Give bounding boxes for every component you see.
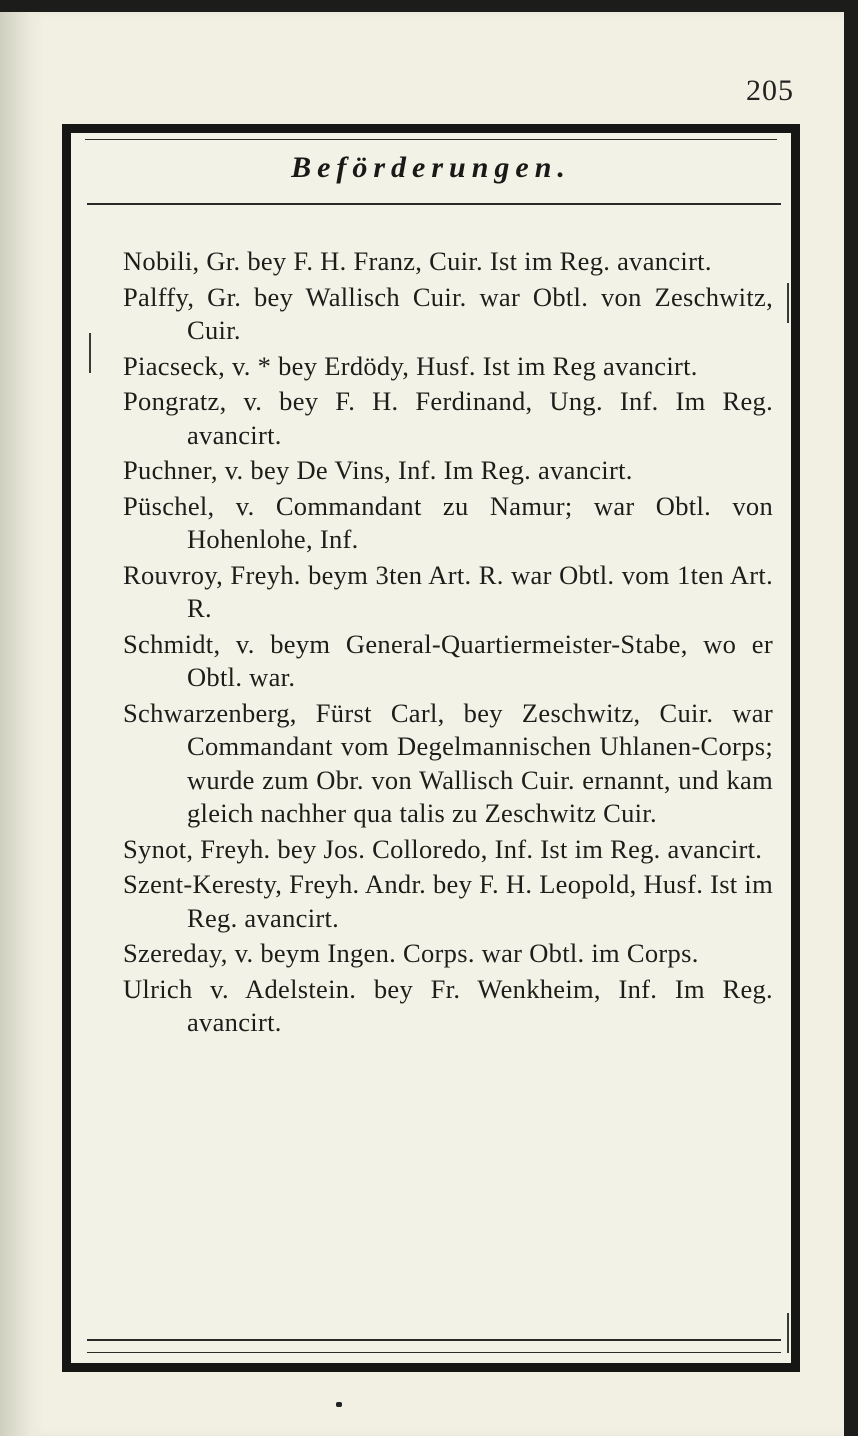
promotions-list [123, 245, 773, 1042]
list-item: Rouvroy, Freyh. beym 3ten Art. R. war Obtl. vom 1ten Art. R. [123, 559, 773, 623]
ink-speck [336, 1402, 342, 1407]
list-item: Puchner, v. bey De Vins, Inf. Im Reg. avancirt. [123, 455, 633, 485]
list-item: Szereday, v. beym Ingen. Corps. war Obtl. im Corps. [123, 938, 699, 968]
heading-rule [87, 203, 781, 205]
section-heading: Beförderungen. [291, 151, 571, 184]
list-item: Synot, Freyh. bey Jos. Colloredo, Inf. Ist im Reg. avancirt. [123, 833, 763, 864]
page-number: 205 [746, 74, 794, 107]
list-item: Pongratz, v. bey F. H. Ferdinand, Ung. Inf. Im Reg. avancirt. [123, 386, 773, 450]
left-margin-mark [89, 333, 91, 373]
list-item: Ulrich v. Adelstein. bey Fr. Wenkheim, Inf. Im Reg. avancirt. [123, 973, 773, 1037]
list-item: Szent-Keresty, Freyh. Andr. bey F. H. Leopold, Husf. Ist im Reg. avancirt. [123, 869, 773, 933]
list-item: Nobili, Gr. bey F. H. Franz, Cuir. Ist im Reg. avancirt. [123, 246, 712, 276]
book-page [0, 12, 844, 1436]
right-margin-mark [787, 283, 789, 323]
right-margin-mark [787, 1313, 789, 1353]
bordered-frame [62, 124, 800, 1372]
list-item: Piacseck, v. * bey Erdödy, Husf. Ist im Reg avancirt. [123, 350, 698, 381]
list-item: Schwarzenberg, Fürst Carl, bey Zeschwitz, Cuir. war Commandant vom Degelmannischen Uhlanen-Corps; wurde zum Obr. von Wallisch Cuir. ernannt, und kam gleich nachher qua talis zu Zeschwitz Cuir. [123, 697, 773, 828]
page-gutter [0, 12, 44, 1436]
list-item: Püschel, v. Commandant zu Namur; war Obtl. von Hohenlohe, Inf. [123, 490, 773, 554]
frame-bottom-rule-inner [87, 1352, 781, 1353]
frame-top-rule [85, 139, 777, 140]
list-item: Palffy, Gr. bey Wallisch Cuir. war Obtl. von Zeschwitz, Cuir. [123, 281, 773, 345]
list-item: Schmidt, v. beym General-Quartiermeister-Stabe, wo er Obtl. war. [123, 628, 773, 692]
frame-bottom-rule [87, 1339, 781, 1341]
